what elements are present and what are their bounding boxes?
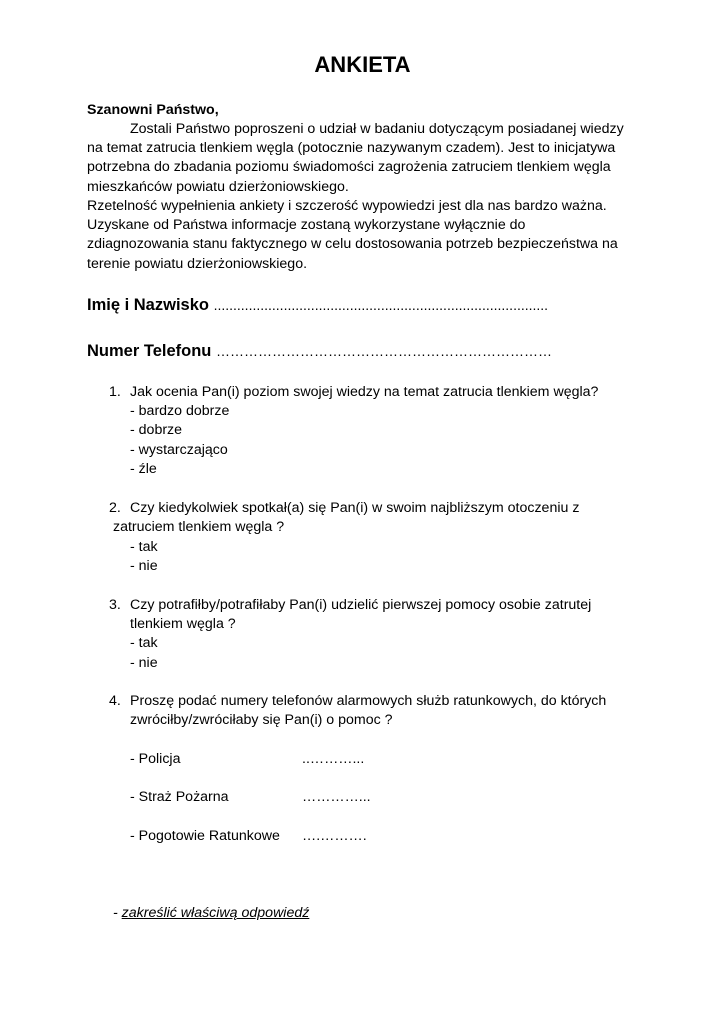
question-number: 3.	[109, 597, 121, 613]
intro-line: zdiagnozowania stanu faktycznego w celu dostosowania potrzeb bezpieczeństwa na	[87, 236, 618, 252]
intro-line: Zostali Państwo poproszeni o udział w badaniu dotyczącym posiadanej wiedzy	[130, 121, 624, 137]
service-blank[interactable]: ..………...	[302, 751, 365, 767]
name-dots: ......................................................................................	[213, 297, 549, 313]
footnote-prefix: -	[113, 905, 122, 921]
phone-field[interactable]	[87, 342, 552, 361]
footnote	[113, 905, 309, 921]
answer-option[interactable]: - dobrze	[130, 422, 183, 438]
question-text: zatruciem tlenkiem węgla ?	[113, 519, 285, 535]
question-text: Czy kiedykolwiek spotkał(a) się Pan(i) w swoim najbliższym otoczeniu z	[130, 500, 580, 516]
phone-dots: ………………………………………………………………	[215, 343, 552, 359]
answer-option[interactable]: - tak	[130, 635, 158, 651]
greeting: Szanowni Państwo,	[87, 102, 219, 118]
question-text: Proszę podać numery telefonów alarmowych służb ratunkowych, do których	[130, 693, 607, 709]
answer-option[interactable]: - tak	[130, 539, 158, 555]
service-name: - Straż Pożarna	[130, 789, 229, 805]
name-field[interactable]	[87, 296, 548, 315]
question-number: 1.	[109, 384, 121, 400]
intro-line: na temat zatrucia tlenkiem węgla (potocznie nazywanym czadem). Jest to inicjatywa	[87, 140, 616, 156]
intro-line: potrzebna do zbadania poziomu świadomości zagrożenia zatruciem tlenkiem węgla	[87, 159, 611, 175]
intro-line: Uzyskane od Państwa informacje zostaną wykorzystane wyłącznie do	[87, 217, 526, 233]
answer-option[interactable]: - nie	[130, 558, 158, 574]
question-number: 2.	[109, 500, 121, 516]
service-blank[interactable]: …………...	[302, 789, 371, 805]
answer-option[interactable]: - nie	[130, 655, 158, 671]
service-blank[interactable]: ….……….	[302, 828, 367, 844]
page-title: ANKIETA	[314, 52, 411, 77]
name-label: Imię i Nazwisko	[87, 296, 209, 314]
answer-option[interactable]: - źle	[130, 461, 157, 477]
question-text: Czy potrafiłby/potrafiłaby Pan(i) udzielić pierwszej pomocy osobie zatrutej	[130, 597, 592, 613]
question-text: zwróciłby/zwróciłaby się Pan(i) o pomoc ?	[130, 712, 393, 728]
answer-option[interactable]: - wystarczająco	[130, 442, 228, 458]
intro-line: Rzetelność wypełnienia ankiety i szczerość wypowiedzi jest dla nas bardzo ważna.	[87, 198, 607, 214]
answer-option[interactable]: - bardzo dobrze	[130, 403, 230, 419]
intro-line: mieszkańców powiatu dzierżoniowskiego.	[87, 179, 349, 195]
question-text: Jak ocenia Pan(i) poziom swojej wiedzy na temat zatrucia tlenkiem węgla?	[130, 384, 599, 400]
footnote-text: zakreślić właściwą odpowiedź	[121, 905, 310, 921]
question-text: tlenkiem węgla ?	[130, 616, 236, 632]
service-name: - Pogotowie Ratunkowe	[130, 828, 280, 844]
intro-line: terenie powiatu dzierżoniowskiego.	[87, 256, 308, 272]
phone-label: Numer Telefonu	[87, 342, 212, 360]
service-name: - Policja	[130, 751, 181, 767]
question-number: 4.	[109, 693, 121, 709]
